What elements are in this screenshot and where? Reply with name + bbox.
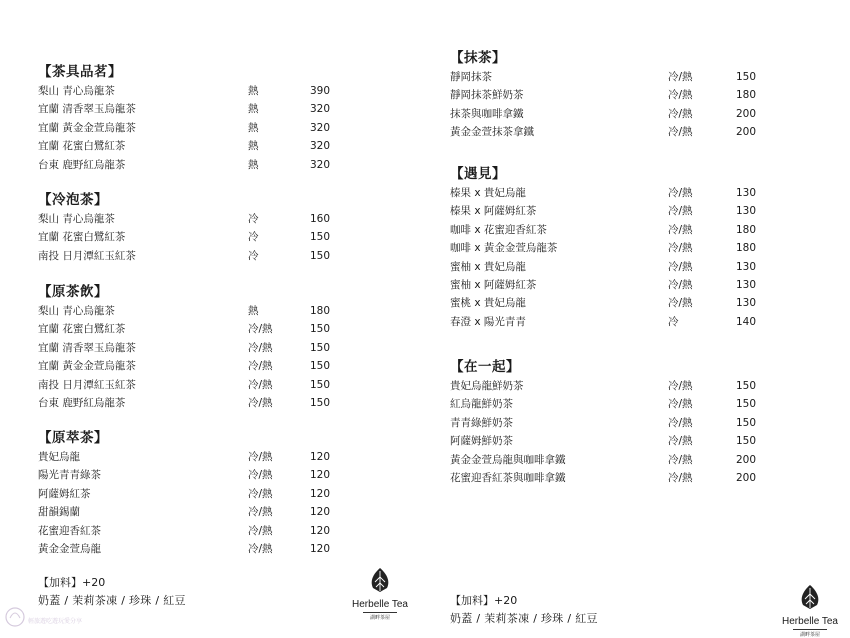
item-price: 120 xyxy=(310,542,331,555)
addon-list: 奶蓋 / 茉莉茶凍 / 珍珠 / 紅豆 xyxy=(38,594,186,607)
item-name: 阿薩姆紅茶 xyxy=(38,487,91,500)
section-cold-brew xyxy=(38,190,338,265)
item-name: 抹茶與咖啡拿鐵 xyxy=(450,107,524,120)
item-temperature: 熱 xyxy=(248,305,259,317)
menu-rows xyxy=(450,68,770,142)
item-price: 120 xyxy=(310,487,331,500)
menu-item-row xyxy=(38,228,338,246)
item-temperature: 冷/熱 xyxy=(668,260,693,273)
item-price: 180 xyxy=(736,242,757,255)
item-price: 150 xyxy=(310,323,331,336)
item-name: 貴妃烏龍 xyxy=(38,451,80,463)
addon-list: 奶蓋 / 茉莉茶凍 / 珍珠 / 紅豆 xyxy=(450,612,598,625)
item-name: 榛果 x 阿薩姆紅茶 xyxy=(450,205,537,218)
item-name: 宜蘭 清香翠玉烏龍茶 xyxy=(38,103,136,116)
menu-item-row xyxy=(38,137,338,155)
watermark-text: 輕旅遊吃遊玩愛分享 xyxy=(28,618,83,625)
item-price: 320 xyxy=(310,158,331,171)
item-name: 宜蘭 花蜜白鷺紅茶 xyxy=(38,323,126,336)
item-price: 150 xyxy=(736,71,757,83)
menu-item-row xyxy=(38,247,338,265)
item-price: 150 xyxy=(310,249,331,262)
item-temperature: 冷/熱 xyxy=(248,469,273,482)
item-price: 150 xyxy=(736,435,757,448)
item-temperature: 熱 xyxy=(248,103,259,116)
menu-rows xyxy=(450,184,770,331)
item-price: 200 xyxy=(736,107,757,120)
item-name: 紅烏龍鮮奶茶 xyxy=(450,398,513,411)
item-name: 宜蘭 清香翠玉烏龍茶 xyxy=(38,341,136,354)
menu-rows xyxy=(38,302,338,412)
menu-item-row xyxy=(38,339,338,357)
section-title: 【在一起】 xyxy=(450,359,520,375)
item-price: 140 xyxy=(736,315,757,328)
item-name: 靜岡抹茶 xyxy=(450,71,492,83)
item-name: 咖啡 x 黃金金萱烏龍茶 xyxy=(450,242,558,255)
item-temperature: 熱 xyxy=(248,85,259,97)
item-temperature: 冷 xyxy=(668,315,679,328)
menu-item-row xyxy=(38,210,338,228)
menu-item-row xyxy=(450,432,770,450)
addon-title: 【加料】+20 xyxy=(450,594,518,607)
section-encounter xyxy=(450,164,770,331)
item-name: 榛果 x 貴妃烏龍 xyxy=(450,187,526,199)
leaf-logo-icon xyxy=(798,584,822,610)
item-price: 150 xyxy=(310,341,331,354)
menu-item-row xyxy=(38,485,338,503)
menu-item-row xyxy=(38,100,338,118)
item-price: 130 xyxy=(736,187,757,199)
item-name: 台東 鹿野紅烏龍茶 xyxy=(38,158,126,171)
item-temperature: 冷/熱 xyxy=(248,396,273,409)
menu-item-row xyxy=(38,320,338,338)
item-name: 宜蘭 花蜜白鷺紅茶 xyxy=(38,231,126,244)
menu-item-row xyxy=(450,451,770,469)
item-price: 180 xyxy=(736,89,757,102)
item-price: 120 xyxy=(310,469,331,482)
item-price: 180 xyxy=(736,223,757,236)
item-temperature: 冷 xyxy=(248,231,259,244)
brand-logo-right xyxy=(770,584,850,638)
menu-item-row xyxy=(450,239,770,257)
item-temperature: 冷/熱 xyxy=(668,242,693,255)
menu-item-row xyxy=(450,276,770,294)
item-temperature: 冷/熱 xyxy=(668,205,693,218)
item-name: 陽光青青綠茶 xyxy=(38,469,101,482)
item-name: 南投 日月潭紅玉紅茶 xyxy=(38,378,136,391)
item-temperature: 冷/熱 xyxy=(668,89,693,102)
item-temperature: 冷/熱 xyxy=(668,398,693,411)
watermark-logo-icon xyxy=(4,604,26,630)
section-title: 【冷泡茶】 xyxy=(38,192,108,208)
brand-logo-left xyxy=(340,567,420,621)
item-price: 150 xyxy=(736,416,757,429)
item-temperature: 熱 xyxy=(248,158,259,171)
item-price: 320 xyxy=(310,103,331,116)
item-temperature: 冷 xyxy=(248,249,259,262)
item-price: 200 xyxy=(736,453,757,466)
menu-item-row xyxy=(38,466,338,484)
item-name: 蜜柚 x 阿薩姆紅茶 xyxy=(450,278,537,291)
menu-item-row xyxy=(450,184,770,202)
item-price: 120 xyxy=(310,451,331,463)
menu-item-row xyxy=(38,302,338,320)
item-temperature: 冷/熱 xyxy=(248,451,273,463)
menu-item-row xyxy=(450,221,770,239)
item-price: 130 xyxy=(736,278,757,291)
menu-item-row xyxy=(38,82,338,100)
item-price: 150 xyxy=(310,360,331,373)
menu-item-row xyxy=(450,123,770,141)
menu-item-row xyxy=(450,258,770,276)
item-name: 梨山 青心烏龍茶 xyxy=(38,213,115,225)
menu-item-row xyxy=(450,294,770,312)
menu-item-row xyxy=(38,448,338,466)
menu-item-row xyxy=(38,357,338,375)
item-temperature: 冷/熱 xyxy=(668,187,693,199)
item-name: 阿薩姆鮮奶茶 xyxy=(450,435,513,448)
item-temperature: 冷/熱 xyxy=(668,453,693,466)
item-price: 120 xyxy=(310,506,331,519)
item-price: 390 xyxy=(310,85,331,97)
section-title: 【茶具品茗】 xyxy=(38,64,122,80)
menu-rows xyxy=(38,210,338,265)
section-title: 【原茶飲】 xyxy=(38,284,108,300)
item-price: 150 xyxy=(736,398,757,411)
item-name: 甜韻錫蘭 xyxy=(38,506,80,519)
item-price: 150 xyxy=(736,380,757,392)
item-price: 130 xyxy=(736,205,757,218)
item-name: 青青綠鮮奶茶 xyxy=(450,416,513,429)
section-title: 【遇見】 xyxy=(450,166,506,182)
item-price: 320 xyxy=(310,121,331,134)
menu-item-row xyxy=(450,469,770,487)
item-price: 150 xyxy=(310,396,331,409)
item-temperature: 冷/熱 xyxy=(668,126,693,139)
item-price: 200 xyxy=(736,126,757,139)
item-name: 梨山 青心烏龍茶 xyxy=(38,305,115,317)
brand-name: Herbelle Tea xyxy=(782,616,838,627)
item-name: 宜蘭 黃金金萱烏龍茶 xyxy=(38,121,136,134)
menu-item-row xyxy=(450,68,770,86)
section-together xyxy=(450,357,770,487)
item-temperature: 冷/熱 xyxy=(668,471,693,484)
item-price: 160 xyxy=(310,213,331,225)
item-name: 咖啡 x 花蜜迎香紅茶 xyxy=(450,223,547,236)
menu-item-row xyxy=(38,540,338,558)
menu-item-row xyxy=(450,414,770,432)
item-name: 黃金金萱抹茶拿鐵 xyxy=(450,126,534,139)
item-temperature: 冷/熱 xyxy=(248,341,273,354)
item-name: 黃金金萱烏龍 xyxy=(38,542,101,555)
item-temperature: 冷/熱 xyxy=(248,487,273,500)
watermark xyxy=(4,604,114,634)
menu-item-row xyxy=(38,522,338,540)
section-tea-set xyxy=(38,62,338,174)
item-temperature: 冷/熱 xyxy=(668,416,693,429)
item-price: 120 xyxy=(310,524,331,537)
brand-name: Herbelle Tea xyxy=(352,599,408,610)
menu-item-row xyxy=(450,105,770,123)
item-name: 台東 鹿野紅烏龍茶 xyxy=(38,396,126,409)
menu-item-row xyxy=(450,86,770,104)
item-temperature: 冷/熱 xyxy=(668,71,693,83)
menu-item-row xyxy=(38,503,338,521)
section-title: 【原萃茶】 xyxy=(38,430,108,446)
item-temperature: 冷 xyxy=(248,213,259,225)
menu-rows xyxy=(38,448,338,558)
brand-name-cn: 湖畔茶屋 xyxy=(363,612,397,621)
item-price: 320 xyxy=(310,140,331,153)
item-temperature: 冷/熱 xyxy=(668,380,693,392)
item-temperature: 冷/熱 xyxy=(248,524,273,537)
item-name: 宜蘭 花蜜白鷺紅茶 xyxy=(38,140,126,153)
item-temperature: 熱 xyxy=(248,140,259,153)
menu-item-row xyxy=(38,394,338,412)
item-price: 150 xyxy=(310,378,331,391)
item-name: 蜜桃 x 貴妃烏龍 xyxy=(450,297,526,310)
item-name: 花蜜迎香紅茶與咖啡拿鐵 xyxy=(450,471,566,484)
item-temperature: 冷/熱 xyxy=(248,378,273,391)
item-temperature: 冷/熱 xyxy=(668,435,693,448)
item-name: 花蜜迎香紅茶 xyxy=(38,524,101,537)
item-temperature: 冷/熱 xyxy=(248,323,273,336)
item-name: 宜蘭 黃金金萱烏龍茶 xyxy=(38,360,136,373)
section-title: 【抹茶】 xyxy=(450,50,506,66)
item-name: 黃金金萱烏龍與咖啡拿鐵 xyxy=(450,453,566,466)
item-price: 180 xyxy=(310,305,331,317)
menu-item-row xyxy=(38,376,338,394)
item-price: 150 xyxy=(310,231,331,244)
menu-item-row xyxy=(450,377,770,395)
addon-right xyxy=(450,592,598,628)
item-temperature: 熱 xyxy=(248,121,259,134)
item-temperature: 冷/熱 xyxy=(248,542,273,555)
item-temperature: 冷/熱 xyxy=(668,278,693,291)
item-price: 130 xyxy=(736,260,757,273)
section-matcha xyxy=(450,48,770,142)
item-price: 200 xyxy=(736,471,757,484)
item-temperature: 冷/熱 xyxy=(668,107,693,120)
item-price: 130 xyxy=(736,297,757,310)
brand-name-cn: 湖畔茶屋 xyxy=(793,629,827,638)
menu-item-row xyxy=(450,202,770,220)
section-extract-tea xyxy=(38,428,338,558)
item-temperature: 冷/熱 xyxy=(248,360,273,373)
menu-rows xyxy=(450,377,770,487)
menu-item-row xyxy=(38,119,338,137)
menu-rows xyxy=(38,82,338,174)
addon-title: 【加料】+20 xyxy=(38,576,106,589)
item-temperature: 冷/熱 xyxy=(248,506,273,519)
menu-item-row xyxy=(38,156,338,174)
item-name: 梨山 青心烏龍茶 xyxy=(38,85,115,97)
item-name: 春澄 x 陽光青青 xyxy=(450,315,526,328)
leaf-logo-icon xyxy=(368,567,392,593)
item-name: 南投 日月潭紅玉紅茶 xyxy=(38,249,136,262)
item-name: 蜜柚 x 貴妃烏龍 xyxy=(450,260,526,273)
item-name: 靜岡抹茶鮮奶茶 xyxy=(450,89,524,102)
section-original-tea xyxy=(38,282,338,412)
menu-item-row xyxy=(450,313,770,331)
menu-item-row xyxy=(450,395,770,413)
item-name: 貴妃烏龍鮮奶茶 xyxy=(450,380,524,392)
item-temperature: 冷/熱 xyxy=(668,297,693,310)
item-temperature: 冷/熱 xyxy=(668,223,693,236)
